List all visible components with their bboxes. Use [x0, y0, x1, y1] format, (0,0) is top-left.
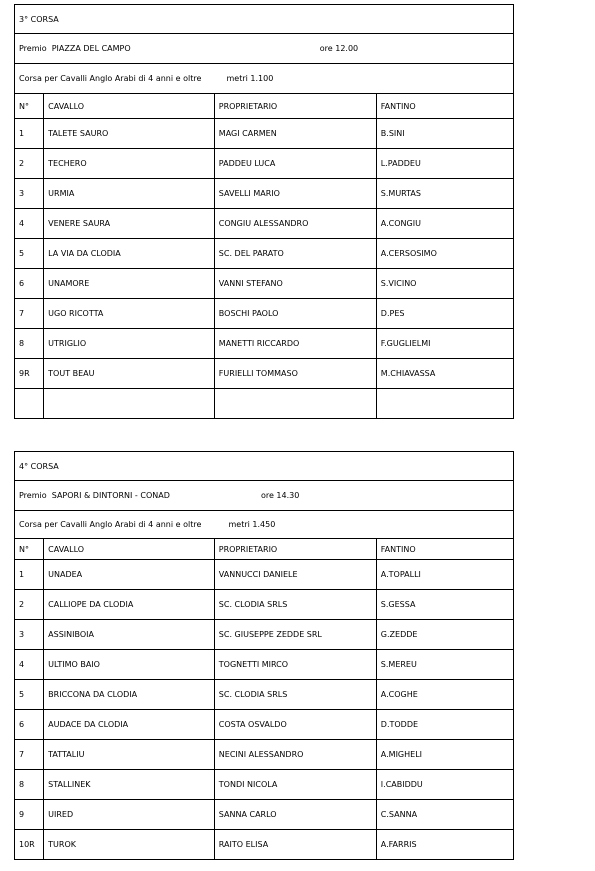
- horse-number: 6: [15, 269, 44, 299]
- horse-name: TECHERO: [44, 149, 215, 179]
- owner-name: SAVELLI MARIO: [214, 179, 376, 209]
- horse-number: 10R: [15, 830, 44, 860]
- race-distance: metri 1.450: [228, 520, 276, 529]
- header-row: [15, 94, 514, 119]
- owner-name: CONGIU ALESSANDRO: [214, 209, 376, 239]
- owner-name: SC. CLODIA SRLS: [214, 680, 376, 710]
- horse-name: BRICCONA DA CLODIA: [44, 680, 215, 710]
- jockey-name: A.MIGHELI: [376, 740, 513, 770]
- jockey-name: [376, 389, 513, 419]
- race-distance: metri 1.100: [226, 74, 274, 83]
- conditions-row: [15, 64, 514, 94]
- race-table: [14, 451, 514, 860]
- horse-name: VENERE SAURA: [44, 209, 215, 239]
- horse-name: ASSINIBOIA: [44, 620, 215, 650]
- owner-name: SC. DEL PARATO: [214, 239, 376, 269]
- horse-number: 4: [15, 209, 44, 239]
- owner-name: [214, 389, 376, 419]
- jockey-name: B.SINI: [376, 119, 513, 149]
- owner-name: VANNUCCI DANIELE: [214, 560, 376, 590]
- horse-number: 2: [15, 590, 44, 620]
- race-rows: [15, 560, 514, 860]
- owner-name: VANNI STEFANO: [214, 269, 376, 299]
- owner-name: COSTA OSVALDO: [214, 710, 376, 740]
- header-number: N°: [15, 539, 44, 560]
- horse-name: LA VIA DA CLODIA: [44, 239, 215, 269]
- jockey-name: A.CONGIU: [376, 209, 513, 239]
- horse-number: 9R: [15, 359, 44, 389]
- premio-row: [15, 481, 514, 511]
- jockey-name: A.TOPALLI: [376, 560, 513, 590]
- jockey-name: G.ZEDDE: [376, 620, 513, 650]
- header-horse: CAVALLO: [44, 539, 215, 560]
- horse-name: URMIA: [44, 179, 215, 209]
- entry-row: [15, 389, 514, 419]
- horse-number: 8: [15, 770, 44, 800]
- entry-row: [15, 179, 514, 209]
- jockey-name: A.CERSOSIMO: [376, 239, 513, 269]
- header-horse: CAVALLO: [44, 94, 215, 119]
- horse-name: [44, 389, 215, 419]
- race-time: ore 14.30: [260, 491, 300, 500]
- horse-name: TUROK: [44, 830, 215, 860]
- jockey-name: S.MEREU: [376, 650, 513, 680]
- entry-row: [15, 620, 514, 650]
- owner-name: MANETTI RICCARDO: [214, 329, 376, 359]
- horse-number: 7: [15, 740, 44, 770]
- horse-number: 8: [15, 329, 44, 359]
- jockey-name: L.PADDEU: [376, 149, 513, 179]
- jockey-name: S.VICINO: [376, 269, 513, 299]
- jockey-name: D.TODDE: [376, 710, 513, 740]
- header-jockey: FANTINO: [376, 539, 513, 560]
- entry-row: [15, 239, 514, 269]
- race-title: 4° CORSA: [15, 452, 514, 481]
- premio-name: PIAZZA DEL CAMPO: [51, 44, 131, 53]
- jockey-name: S.MURTAS: [376, 179, 513, 209]
- race-title-row: [15, 5, 514, 34]
- horse-number: [15, 389, 44, 419]
- entry-row: [15, 329, 514, 359]
- horse-name: UNADEA: [44, 560, 215, 590]
- entry-row: [15, 680, 514, 710]
- owner-name: SC. GIUSEPPE ZEDDE SRL: [214, 620, 376, 650]
- horse-name: ULTIMO BAIO: [44, 650, 215, 680]
- entry-row: [15, 269, 514, 299]
- entry-row: [15, 299, 514, 329]
- entry-row: [15, 770, 514, 800]
- entry-row: [15, 149, 514, 179]
- header-row: [15, 539, 514, 560]
- owner-name: NECINI ALESSANDRO: [214, 740, 376, 770]
- race-table: [14, 4, 514, 419]
- horse-number: 1: [15, 119, 44, 149]
- horse-number: 9: [15, 800, 44, 830]
- entry-row: [15, 209, 514, 239]
- race-rows: [15, 119, 514, 419]
- premio-name: SAPORI & DINTORNI - CONAD: [51, 491, 170, 500]
- owner-name: TOGNETTI MIRCO: [214, 650, 376, 680]
- horse-name: TALETE SAURO: [44, 119, 215, 149]
- jockey-name: D.PES: [376, 299, 513, 329]
- horse-name: AUDACE DA CLODIA: [44, 710, 215, 740]
- horse-name: UIRED: [44, 800, 215, 830]
- horse-number: 3: [15, 620, 44, 650]
- race-time: ore 12.00: [319, 44, 359, 53]
- horse-number: 4: [15, 650, 44, 680]
- owner-name: FURIELLI TOMMASO: [214, 359, 376, 389]
- race-title: 3° CORSA: [15, 5, 514, 34]
- entry-row: [15, 710, 514, 740]
- jockey-name: A.COGHE: [376, 680, 513, 710]
- header-number: N°: [15, 94, 44, 119]
- race-description: Corsa per Cavalli Anglo Arabi di 4 anni e oltre: [19, 74, 202, 83]
- horse-number: 2: [15, 149, 44, 179]
- horse-number: 6: [15, 710, 44, 740]
- jockey-name: S.GESSA: [376, 590, 513, 620]
- entry-row: [15, 800, 514, 830]
- premio-row: [15, 34, 514, 64]
- jockey-name: C.SANNA: [376, 800, 513, 830]
- horse-number: 5: [15, 239, 44, 269]
- horse-name: CALLIOPE DA CLODIA: [44, 590, 215, 620]
- horse-name: TATTALIU: [44, 740, 215, 770]
- entry-row: [15, 560, 514, 590]
- owner-name: TONDI NICOLA: [214, 770, 376, 800]
- owner-name: RAITO ELISA: [214, 830, 376, 860]
- entry-row: [15, 119, 514, 149]
- premio-label: Premio: [19, 44, 47, 53]
- header-jockey: FANTINO: [376, 94, 513, 119]
- horse-name: UTRIGLIO: [44, 329, 215, 359]
- entry-row: [15, 650, 514, 680]
- horse-name: UNAMORE: [44, 269, 215, 299]
- jockey-name: A.FARRIS: [376, 830, 513, 860]
- horse-number: 1: [15, 560, 44, 590]
- horse-name: UGO RICOTTA: [44, 299, 215, 329]
- owner-name: SC. CLODIA SRLS: [214, 590, 376, 620]
- horse-name: TOUT BEAU: [44, 359, 215, 389]
- owner-name: PADDEU LUCA: [214, 149, 376, 179]
- race-description: Corsa per Cavalli Anglo Arabi di 4 anni e oltre: [19, 520, 202, 529]
- header-owner: PROPRIETARIO: [214, 94, 376, 119]
- owner-name: MAGI CARMEN: [214, 119, 376, 149]
- header-owner: PROPRIETARIO: [214, 539, 376, 560]
- entry-row: [15, 359, 514, 389]
- entry-row: [15, 830, 514, 860]
- horse-name: STALLINEK: [44, 770, 215, 800]
- horse-number: 3: [15, 179, 44, 209]
- entry-row: [15, 740, 514, 770]
- jockey-name: M.CHIAVASSA: [376, 359, 513, 389]
- race-title-row: [15, 452, 514, 481]
- horse-number: 7: [15, 299, 44, 329]
- owner-name: BOSCHI PAOLO: [214, 299, 376, 329]
- conditions-row: [15, 511, 514, 539]
- jockey-name: I.CABIDDU: [376, 770, 513, 800]
- owner-name: SANNA CARLO: [214, 800, 376, 830]
- premio-label: Premio: [19, 491, 47, 500]
- jockey-name: F.GUGLIELMI: [376, 329, 513, 359]
- horse-number: 5: [15, 680, 44, 710]
- entry-row: [15, 590, 514, 620]
